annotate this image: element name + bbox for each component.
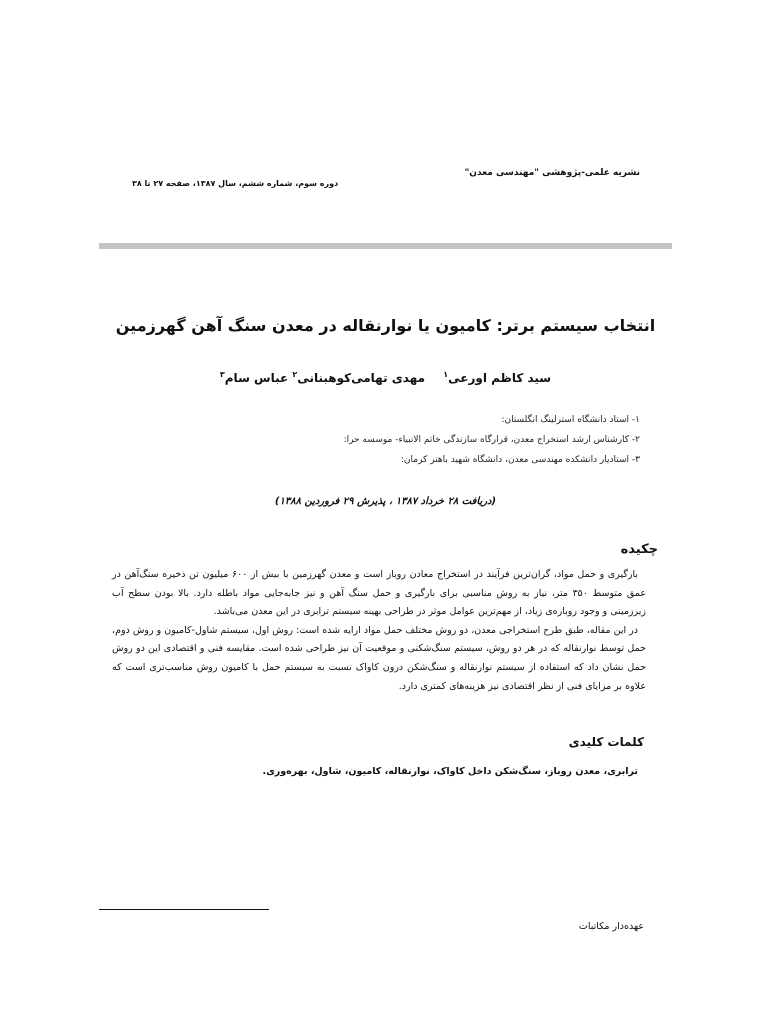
affiliation-item: ۲- کارشناس ارشد استخراج معدن، قرارگاه سازندگی خاتم الانبیاء- موسسه حرا: [343,435,640,445]
journal-name: نشریه علمی-پژوهشی "مهندسی معدن" [464,168,640,178]
author-list [99,370,672,385]
abstract-paragraph: بارگیری و حمل مواد، گران‌ترین فرآیند در استخراج معادن روباز است و معدن گهرزمین با بیش از ۶۰۰ میلیون تن ذخیره سنگ‌آهن در عمق متوسط ۳۵۰ متر، نیاز به روش مناسبی برای بارگیری و حمل سنگ آهن و نیز جابه‌جایی مواد باطله دارد. بالا بودن سطح آب زیرزمینی و وجود روباره‌ی زیاد، از مهم‌ترین عوامل موثر در طراحی بهینه سیستم ترابری در این معدن می‌باشد. [112,569,646,618]
abstract-body [112,566,646,696]
author-sup: ۱ [443,370,449,379]
author-name: مهدی تهامی‌کوهبنانی [297,371,426,385]
affiliation-item: ۳- استادیار دانشکده مهندسی معدن، دانشگاه شهید باهنر کرمان: [400,455,640,465]
author-name: سید کاظم اورعی [448,371,552,385]
abstract-heading: چکیده [620,542,658,557]
received-accepted-dates: (دریافت ۲۸ خرداد ۱۳۸۷ ، پذیرش ۲۹ فروردین ۱۳۸۸) [274,496,497,507]
keywords-text: ترابری، معدن روباز، سنگ‌شکن داخل کاواک، نوارنقاله، کامیون، شاول، بهره‌وری. [262,766,638,777]
affiliation-item: ۱- استاد دانشگاه استرلینگ انگلستان: [501,415,640,425]
keywords-heading: کلمات کلیدی [568,735,644,749]
header-divider [99,243,672,249]
corresponding-author-note: عهده‌دار مکاتبات [578,921,644,932]
affiliations [180,410,640,470]
abstract-paragraph: در این مقاله، طبق طرح استخراجی معدن، دو روش مختلف حمل مواد ارایه شده است: روش اول، سیستم شاول-کامیون و روش دوم، حمل توسط نوارنقاله که در هر دو روش، سیستم سنگ‌شکنی و موقعیت آن نیز طراحی شده است. مقایسه فنی و اقتصادی این دو روش حمل نشان داد که استفاده از سیستم نوارنقاله و سنگ‌شکن درون کاواک نسبت به سیستم حمل با کامیون روش مناسب‌تری است که علاوه بر مزایای فنی از نظر اقتصادی نیز هزینه‌های کمتری دارد. [112,624,646,692]
issue-info: دوره سوم، شماره ششم، سال ۱۳۸۷، صفحه ۲۷ تا ۳۸ [132,179,339,188]
author-sup: ۲ [292,370,298,379]
paper-title: انتخاب سیستم برتر: کامیون یا نوارنقاله در معدن سنگ آهن گهرزمین [115,316,656,335]
author-name: عباس سام [224,371,289,385]
footnote-divider [99,909,269,910]
author-sup: ۳ [219,370,225,379]
